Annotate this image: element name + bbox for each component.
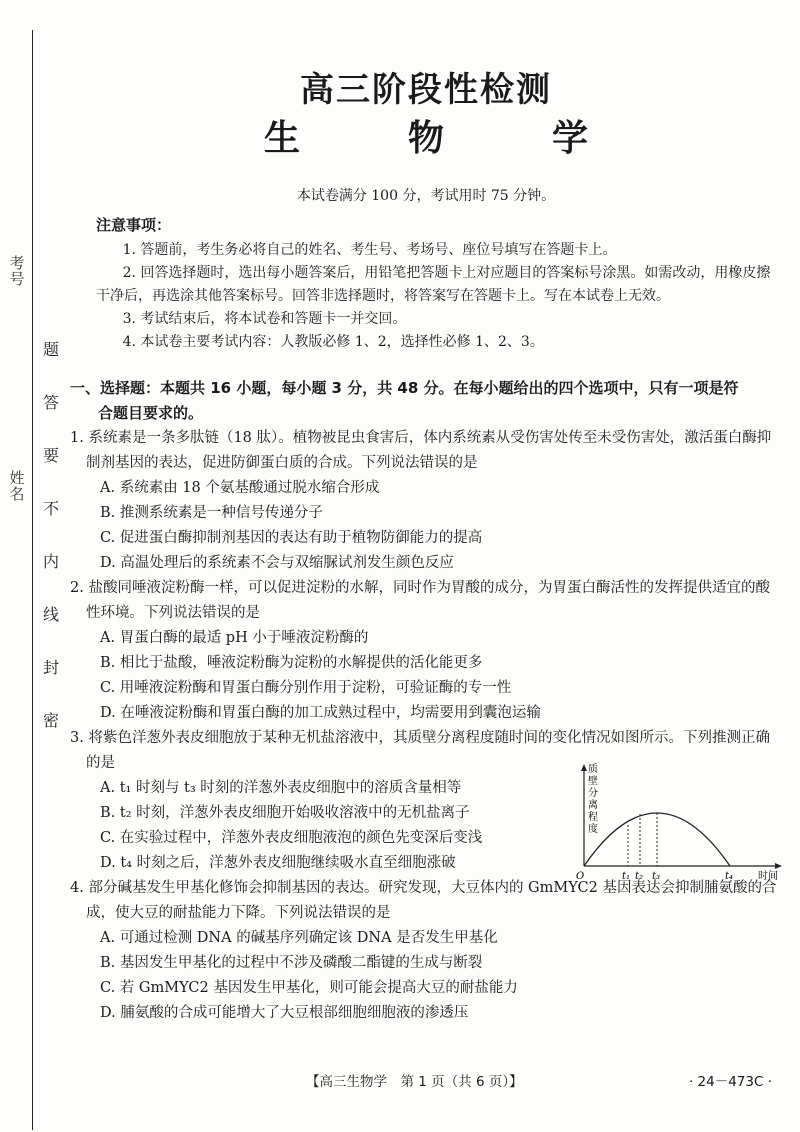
section-heading-line: 一、选择题：本题共 16 小题，每小题 3 分，共 48 分。在每小题给出的四个选项中，只有一项是符 (70, 379, 739, 397)
option-c: C. 用唾液淀粉酶和胃蛋白酶分别作用于淀粉，可验证酶的专一性 (100, 680, 512, 696)
graph-xlabel: 时间 (758, 871, 778, 882)
exam-info: 本试卷满分 100 分，考试用时 75 分钟。 (296, 188, 556, 204)
graph-origin: O (576, 871, 585, 882)
notes-title: 注意事项： (96, 216, 172, 234)
option-a: A. 系统素由 18 个氨基酸通过脱水缩合形成 (100, 480, 380, 496)
graph-x-arrow (775, 863, 782, 869)
exam-page (70, 70, 782, 1026)
page-number: 【高三生物学 第 1 页（共 6 页）】 (306, 1074, 523, 1090)
option-a: A. 可通过检测 DNA 的碱基序列确定该 DNA 是否发生甲基化 (100, 930, 498, 946)
binding-margin (0, 0, 62, 1132)
question-stem: 1. 系统素是一条多肽链（18 肽）。植物被昆虫食害后，体内系统素从受伤害处传至未受伤害处，激活蛋白酶抑制剂基因的表达，促进防御蛋白质的合成。下列说法错误的是 (70, 430, 772, 471)
note-item: 3. 考试结束后，将本试卷和答题卡一并交回。 (122, 311, 407, 327)
seal-line-text (40, 340, 62, 764)
question-4 (70, 876, 782, 1026)
note-item: 2. 回答选择题时，选出每小题答案后，用铅笔把答题卡上对应题目的答案标号涂黑。如需改动，用橡皮擦干净后，再选涂其他答案标号。回答非选择题时，将答案写在答题卡上。写在本试卷上无效。 (96, 265, 771, 304)
seal-char: 答 (42, 393, 59, 412)
seal-char: 密 (42, 711, 59, 730)
option-b: B. 推测系统素是一种信号传递分子 (100, 505, 323, 521)
seal-char: 要 (42, 446, 59, 465)
option-d: D. 在唾液淀粉酶和胃蛋白酶的加工成熟过程中，均需要用到囊泡运输 (100, 705, 541, 721)
question-stem: 2. 盐酸同唾液淀粉酶一样，可以促进淀粉的水解，同时作为胃酸的成分，为胃蛋白酶活性的发挥提供适宜的酸性环境。下列说法错误的是 (70, 580, 770, 621)
subject-title: 生 物 学 (263, 117, 624, 159)
exam-title: 高三阶段性检测 (300, 70, 552, 110)
option-d: D. 脯氨酸的合成可能增大了大豆根部细胞细胞液的渗透压 (100, 1005, 469, 1021)
graph-tick-t4: t₄ (725, 871, 734, 882)
seal-char: 线 (42, 605, 59, 624)
graph-ylabel-5: 程 (588, 812, 598, 823)
option-d: D. 高温处理后的系统素不会与双缩脲试剂发生颜色反应 (100, 555, 454, 571)
option-d: D. t₄ 时刻之后，洋葱外表皮细胞继续吸水直至细胞涨破 (100, 855, 456, 871)
graph-ylabel-4: 离 (588, 800, 598, 811)
graph-ylabel-1: 质 (588, 764, 598, 775)
option-b: B. 基因发生甲基化的过程中不涉及磷酸二酯键的生成与断裂 (100, 955, 483, 971)
graph-tick-t3: t₃ (652, 871, 661, 882)
graph-tick-t1: t₁ (622, 871, 631, 882)
seal-char: 封 (42, 658, 59, 677)
question-stem: 4. 部分碱基发生甲基化修饰会抑制基因的表达。研究发现，大豆体内的 GmMYC2 基因表达会抑制脯氨酸的合成，使大豆的耐盐能力下降。下列说法错误的是 (70, 880, 777, 921)
section-heading-line: 合题目要求的。 (98, 404, 204, 422)
plasmolysis-graph (576, 762, 790, 882)
exam-number-label: 考号 (9, 254, 25, 288)
question-stem: 3. 将紫色洋葱外表皮细胞放于某种无机盐溶液中，其质壁分离程度随时间的变化情况如图所示。下列推测正确的是 (70, 730, 770, 771)
section-heading (70, 376, 782, 426)
note-item: 1. 答题前，考生务必将自己的姓名、考生号、考场号、座位号填写在答题卡上。 (122, 242, 617, 258)
option-b: B. 相比于盐酸，唾液淀粉酶为淀粉的水解提供的活化能更多 (100, 655, 483, 671)
question-2 (70, 576, 782, 726)
graph-tick-t2: t₂ (635, 871, 644, 882)
binding-line (32, 30, 33, 1130)
graph-y-arrow (581, 764, 587, 771)
graph-ylabel-3: 分 (588, 788, 598, 799)
graph-ylabel-2: 壁 (588, 776, 598, 787)
question-3 (70, 726, 782, 882)
seal-char: 题 (42, 340, 59, 359)
option-a: A. 胃蛋白酶的最适 pH 小于唾液淀粉酶的 (100, 630, 369, 646)
option-c: C. 在实验过程中，洋葱外表皮细胞液泡的颜色先变深后变浅 (100, 830, 483, 846)
note-item: 4. 本试卷主要考试内容：人教版必修 1、2，选择性必修 1、2、3。 (122, 334, 544, 350)
option-b: B. t₂ 时刻，洋葱外表皮细胞开始吸收溶液中的无机盐离子 (100, 805, 470, 821)
question-1 (70, 426, 782, 576)
option-a: A. t₁ 时刻与 t₃ 时刻的洋葱外表皮细胞中的溶质含量相等 (100, 780, 462, 796)
seal-char: 内 (42, 552, 59, 571)
seal-char: 不 (42, 499, 59, 518)
graph-ylabel-6: 度 (588, 824, 598, 835)
exam-code: · 24－473C · (688, 1074, 772, 1090)
option-c: C. 若 GmMYC2 基因发生甲基化，则可能会提高大豆的耐盐能力 (100, 980, 518, 996)
option-c: C. 促进蛋白酶抑制剂基因的表达有助于植物防御能力的提高 (100, 530, 483, 546)
name-label: 姓名 (9, 469, 25, 503)
